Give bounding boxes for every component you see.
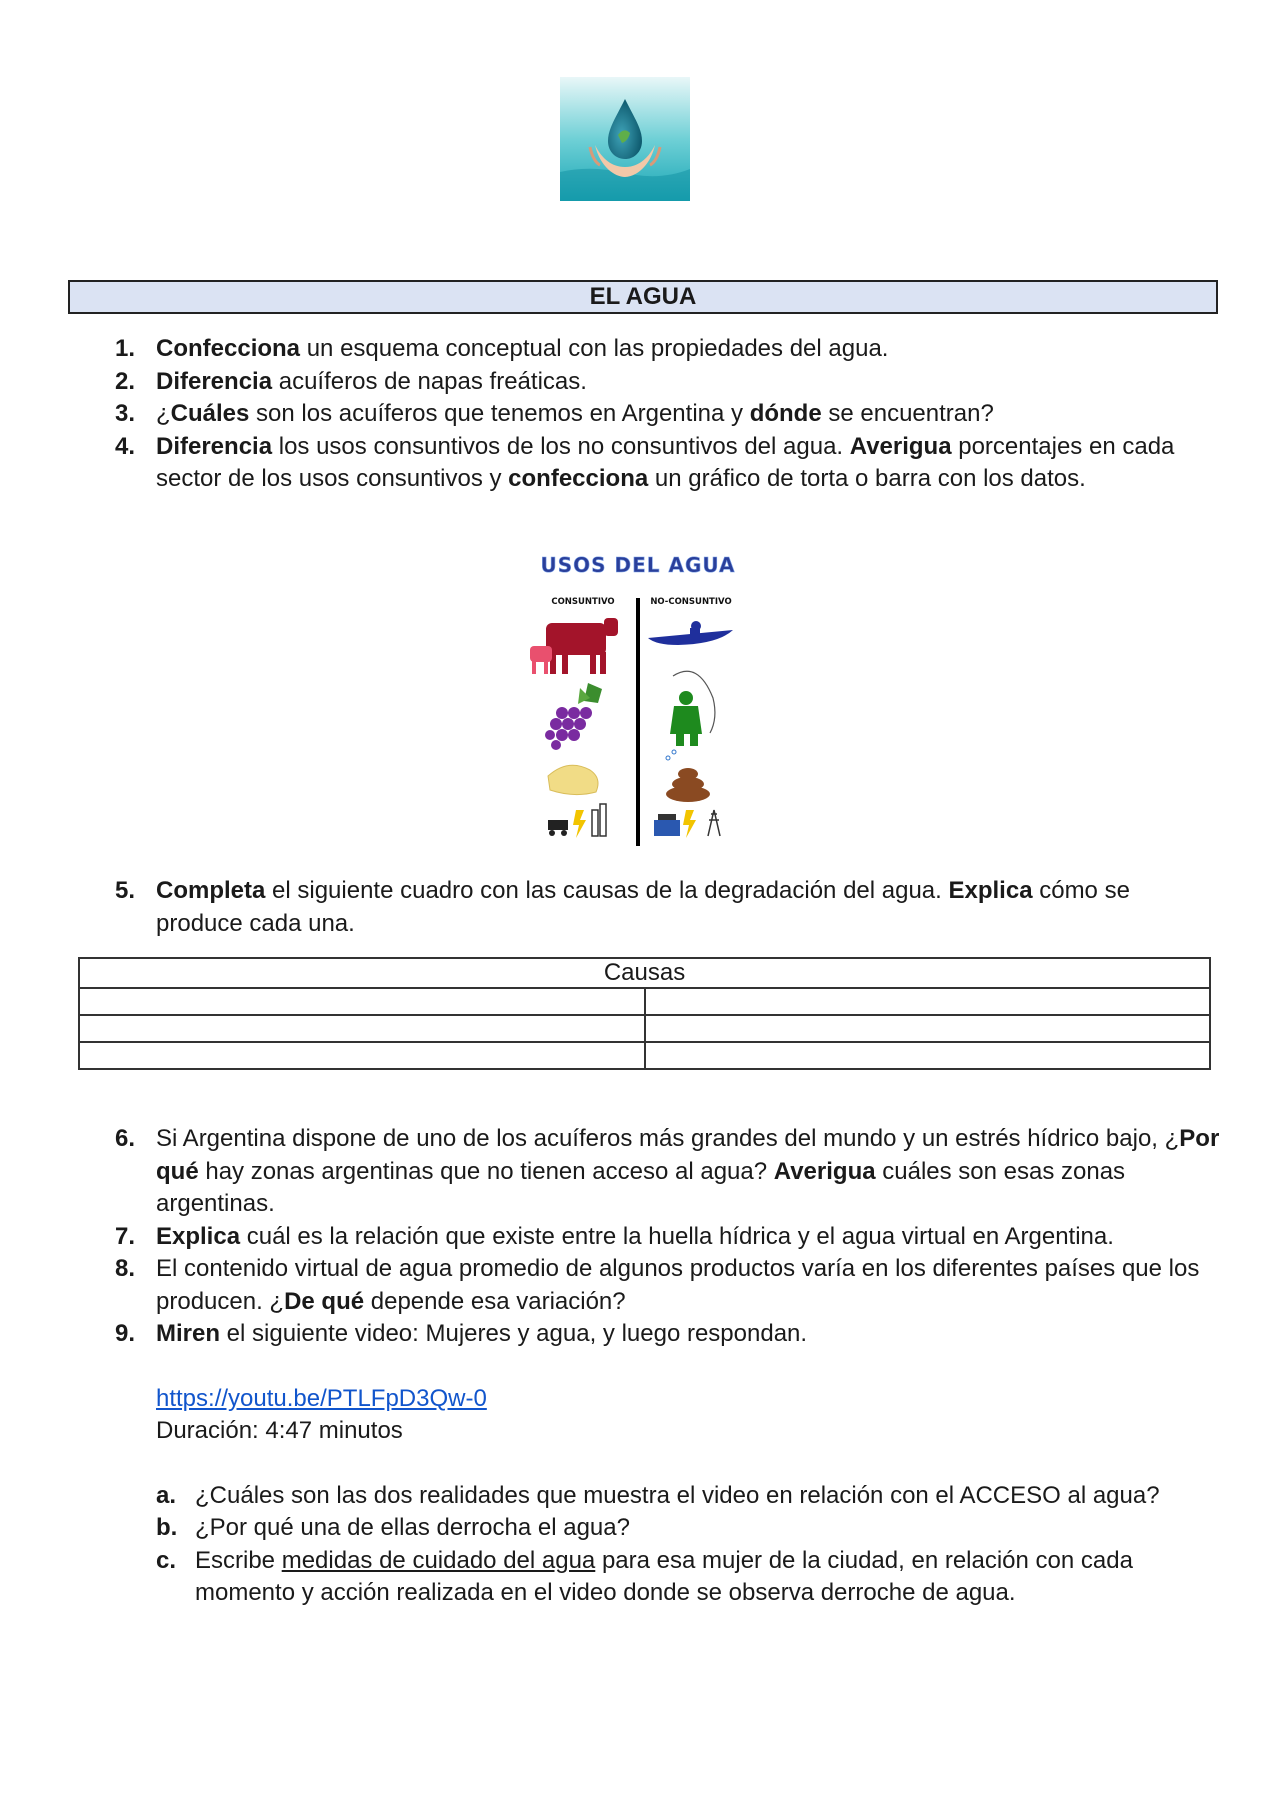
item-text: son los acuíferos que tenemos en Argentina y	[249, 400, 750, 427]
table-row	[79, 988, 1210, 1015]
item-text: acuíferos de napas freáticas.	[272, 367, 587, 395]
usos-del-agua-illustration	[528, 548, 748, 848]
item-keyword: confecciona	[508, 465, 649, 492]
item-number: 8.	[115, 1255, 136, 1282]
item-number: 1.	[115, 335, 136, 362]
item-text: El contenido virtual de agua promedio de algunos productos varía en los diferentes países que los producen. ¿	[156, 1255, 1200, 1315]
item-keyword: Averigua	[773, 1157, 876, 1185]
item-keyword: De qué	[284, 1287, 365, 1315]
item-text: cuáles son esas zonas argentinas.	[156, 1157, 1126, 1217]
item-keyword: Diferencia	[156, 367, 273, 395]
item-number: a.	[156, 1481, 177, 1509]
list-item	[0, 431, 1280, 496]
item-text: el siguiente cuadro con las causas de la degradación del agua.	[265, 877, 949, 904]
item-text: ¿Por qué una de ellas derrocha el agua?	[195, 1514, 630, 1541]
table-cell[interactable]	[645, 1015, 1211, 1042]
item-number: 2.	[115, 367, 136, 395]
page-title: EL AGUA	[68, 280, 1218, 314]
item-keyword: Cuáles	[170, 400, 250, 427]
boat-icon	[648, 621, 733, 645]
item-number: 4.	[115, 432, 136, 460]
item-text: ¿	[156, 400, 171, 427]
item-underlined-text: medidas de cuidado del agua	[281, 1546, 596, 1574]
video-info	[0, 1383, 1280, 1448]
item-text: hay zonas argentinas que no tienen acceso al agua?	[198, 1157, 774, 1185]
video-link[interactable]: https://youtu.be/PTLFpD3Qw-0	[156, 1384, 487, 1412]
item-number: 3.	[115, 400, 136, 427]
item-text: los usos consuntivos de los no consuntivos del agua.	[272, 432, 850, 460]
sub-question-list	[0, 1480, 1280, 1610]
list-item	[0, 333, 1280, 366]
item-text: Escribe	[195, 1546, 282, 1574]
table-header: Causas	[79, 958, 1210, 988]
mining-power-icon	[548, 804, 606, 838]
item-text: Si Argentina dispone de uno de los acuíferos más grandes del mundo y un estrés hídrico bajo, ¿	[156, 1125, 1180, 1152]
list-item	[0, 1480, 1280, 1513]
item-keyword: Completa	[156, 877, 266, 904]
cow-icon	[530, 618, 618, 674]
consuntivo-label: CONSUNTIVO	[551, 597, 615, 607]
item-text: un esquema conceptual con las propiedades del agua.	[300, 335, 889, 362]
item-keyword: Confecciona	[156, 335, 301, 362]
item-text: para esa mujer de la ciudad, en relación con cada momento y acción realizada en el video donde se observa derroche de agua.	[195, 1546, 1133, 1606]
item-text: cuál es la relación que existe entre la huella hídrica y el agua virtual en Argentina.	[240, 1222, 1114, 1250]
list-item	[0, 1123, 1280, 1221]
item-number: b.	[156, 1514, 178, 1541]
item-text: el siguiente video: Mujeres y agua, y luego respondan.	[220, 1320, 808, 1347]
water-drop-hands-logo	[560, 77, 690, 201]
dam-power-icon	[654, 810, 720, 838]
item-number: 5.	[115, 877, 136, 904]
item-text: ¿Cuáles son las dos realidades que muestra el video en relación con el ACCESO al agua?	[195, 1481, 1160, 1509]
question-list-3	[0, 1123, 1280, 1610]
item-keyword: Por qué	[156, 1125, 1220, 1185]
usos-title: USOS DEL AGUA	[540, 553, 736, 577]
item-keyword: Averigua	[849, 432, 952, 460]
item-keyword: Diferencia	[156, 432, 273, 460]
fisherman-icon	[670, 671, 715, 746]
table-cell[interactable]	[79, 988, 645, 1015]
chips-icon	[548, 765, 598, 794]
item-number: 7.	[115, 1222, 136, 1250]
item-text: un gráfico de torta o barra con los datos.	[648, 465, 1086, 492]
table-row	[79, 1042, 1210, 1069]
table-cell[interactable]	[79, 1015, 645, 1042]
item-text: porcentajes en cada sector de los usos consuntivos y	[156, 432, 1175, 492]
table-header-row	[79, 958, 1210, 988]
table-cell[interactable]	[645, 1042, 1211, 1069]
list-item	[0, 1545, 1280, 1610]
video-duration: Duración: 4:47 minutos	[156, 1417, 403, 1444]
grapes-icon	[545, 683, 602, 750]
list-item	[0, 366, 1280, 399]
item-text: depende esa variación?	[364, 1287, 626, 1315]
list-item	[0, 1512, 1280, 1545]
item-keyword: dónde	[749, 400, 822, 427]
item-keyword: Miren	[156, 1320, 221, 1347]
item-number: 6.	[115, 1125, 136, 1152]
item-text: se encuentran?	[821, 400, 994, 427]
question-list-2	[0, 875, 1280, 940]
causas-table	[78, 957, 1211, 1070]
list-item	[0, 1253, 1280, 1318]
table-cell[interactable]	[645, 988, 1211, 1015]
item-text: cómo se produce cada una.	[156, 877, 1130, 937]
table-cell[interactable]	[79, 1042, 645, 1069]
item-number: 9.	[115, 1320, 136, 1347]
item-keyword: Explica	[156, 1222, 241, 1250]
item-keyword: Explica	[948, 877, 1033, 904]
sewage-icon	[666, 750, 710, 802]
list-item	[0, 1318, 1280, 1351]
list-item	[0, 1221, 1280, 1254]
list-item	[0, 398, 1280, 431]
table-row	[79, 1015, 1210, 1042]
question-list-1	[0, 333, 1280, 496]
no-consuntivo-label: NO-CONSUNTIVO	[650, 597, 732, 607]
item-number: c.	[156, 1546, 177, 1574]
list-item	[0, 875, 1280, 940]
